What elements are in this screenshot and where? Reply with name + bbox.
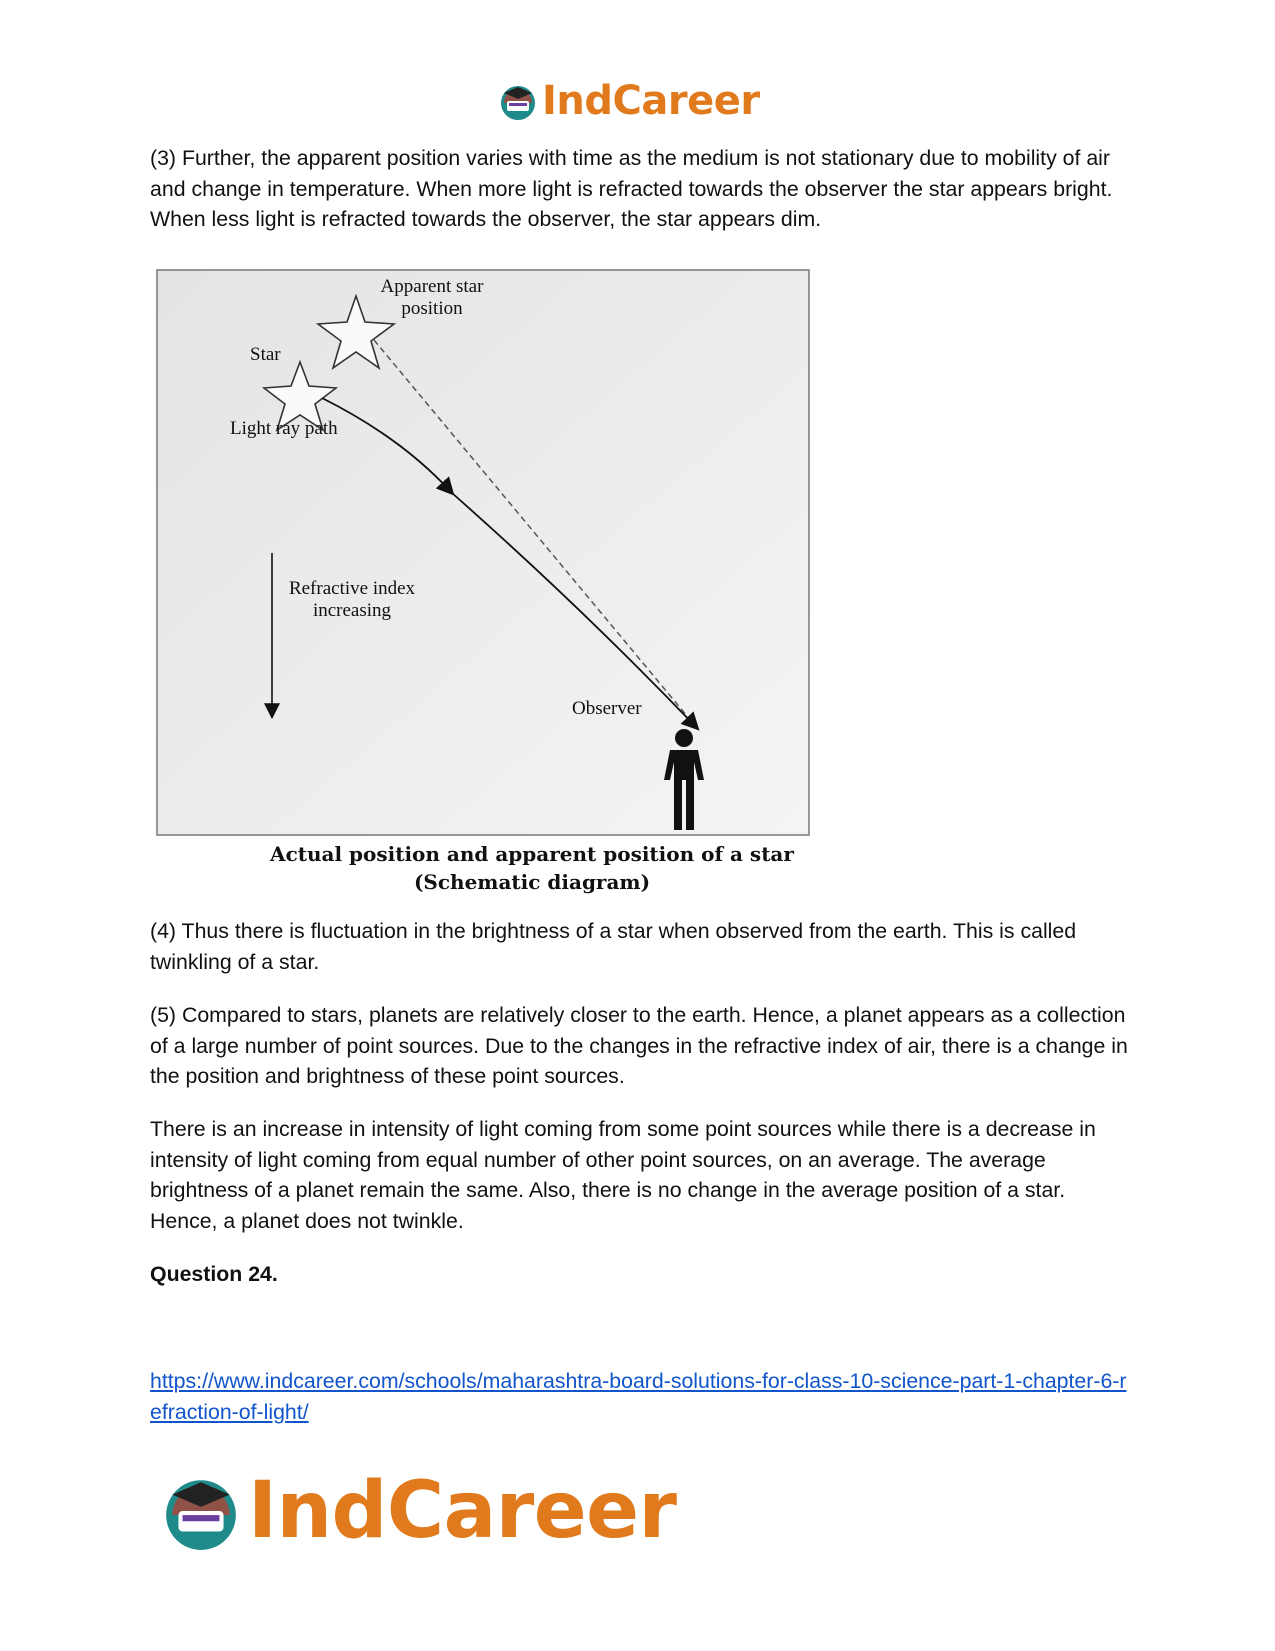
source-link[interactable]: https://www.indcareer.com/schools/maharashtra-board-solutions-for-class-10-science-part-1-chapter-6-refraction-of-light/ [150, 1369, 1127, 1424]
caption-line1: Actual position and apparent position of a star [270, 842, 794, 866]
caption-line2: (Schematic diagram) [413, 870, 651, 894]
label-apparent-line2: position [401, 298, 463, 319]
label-light-ray-path: Light ray path [230, 418, 338, 439]
figure-caption [252, 842, 812, 894]
star-position-figure [152, 268, 817, 908]
question-heading: Question 24. [150, 1262, 278, 1286]
graduation-cap-icon [498, 81, 538, 121]
paragraph-5: (5) Compared to stars, planets are relatively closer to the earth. Hence, a planet appears as a collection of a large number of point sources. Due to the changes in the refractive index of air, there is a change in the position and brightness of these point sources. [150, 1003, 1128, 1088]
paragraph-4: (4) Thus there is fluctuation in the brightness of a star when observed from the earth. This is called twinkling of a star. [150, 919, 1077, 974]
graduation-cap-icon [160, 1470, 242, 1552]
label-refractive-index [277, 578, 427, 622]
paragraph-3: (3) Further, the apparent position varies with time as the medium is not stationary due to mobility of air and change in temperature. When more light is refracted towards the observer the star appears bright. When less light is refracted towards the observer, the star appears dim. [150, 146, 1113, 231]
label-observer: Observer [572, 698, 642, 719]
logo-wordmark: IndCareer [542, 78, 760, 124]
logo-wordmark-bottom: IndCareer [248, 1466, 677, 1556]
label-refractive-line2: increasing [312, 600, 392, 621]
indcareer-logo-bottom [160, 1468, 677, 1554]
label-star: Star [250, 344, 281, 365]
paragraph-6: There is an increase in intensity of light coming from some point sources while there is a decrease in intensity of light coming from equal number of other point sources, on an average. The average brightness of a planet remain the same. Also, there is no change in the average position of a star. Hence, a planet does not twinkle. [150, 1117, 1096, 1233]
label-refractive-line1: Refractive index [288, 578, 416, 599]
label-apparent-line1: Apparent star [380, 276, 484, 297]
indcareer-logo-top [498, 78, 760, 124]
label-apparent-star [367, 276, 497, 320]
